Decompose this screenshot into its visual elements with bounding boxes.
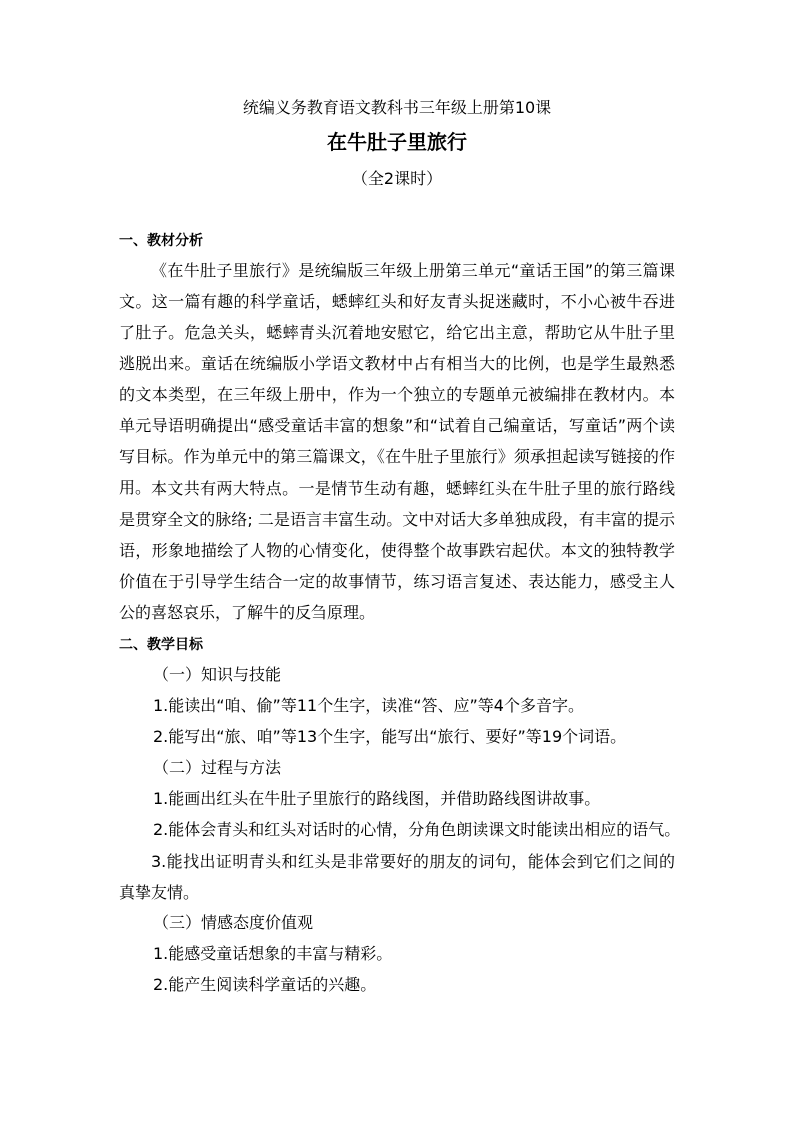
objective-item: 3.能找出证明青头和红头是非常要好的朋友的词句，能体会到它们之间的真挚友情。	[119, 852, 675, 902]
subheading-knowledge-skills: （一）知识与技能	[153, 665, 282, 684]
objective-item: 1.能画出红头在牛肚子里旅行的路线图，并借助路线图讲故事。	[153, 789, 601, 808]
objective-item: 2.能写出“旅、咱”等13个生字，能写出“旅行、要好”等19个词语。	[153, 727, 627, 746]
document-subtitle: （全2课时）	[351, 169, 443, 188]
objective-item: 2.能体会青头和红头对话时的心情，分角色朗读课文时能读出相应的语气。	[153, 820, 681, 839]
objective-item: 1.能感受童话想象的丰富与精彩。	[153, 944, 393, 963]
document-title: 在牛肚子里旅行	[327, 130, 467, 154]
section-heading-analysis: 一、教材分析	[119, 233, 203, 249]
section-heading-objectives: 二、教学目标	[119, 637, 203, 653]
subheading-process-methods: （二）过程与方法	[153, 758, 282, 777]
lesson-header: 统编义务教育语文教科书三年级上册第10课	[242, 98, 552, 117]
objective-item: 2.能产生阅读科学童话的兴趣。	[153, 975, 377, 994]
analysis-paragraph-1: 《在牛肚子里旅行》是统编版三年级上册第三单元“童话王国”的第三篇课文。这一篇有趣的科学童话，蟋蟀红头和好友青头捉迷藏时，不小心被牛吞进了肚子。危急关头，蟋蟀青头沉着地安慰它，给它出主意，帮助它从牛肚子里逃脱出来。童话在统编版小学语文教材中占有相当大的比例，也是学生最熟悉的文本类型，在三年级上册中，作为一个独立的专题单元被编排在教材内。本单元导语明确提出“感受童话丰富的想象”和“试着自己编童话，写童话”两个读写目标。作为单元中的第三篇课文，《在牛肚子里旅行》须承担起读写链接的作用。	[119, 261, 675, 497]
objective-item: 1.能读出“咱、偷”等11个生字，读准“答、应”等4个多音字。	[153, 696, 584, 715]
subheading-emotion-values: （三）情感态度价值观	[153, 913, 314, 932]
analysis-paragraph-2: 本文共有两大特点。一是情节生动有趣，蟋蟀红头在牛肚子里的旅行路线是贯穿全文的脉络; 二是语言丰富生动。文中对话大多单独成段，有丰富的提示语，形象地描绘了人物的心情变化，使得整个故事跌宕起伏。本文的独特教学价值在于引导学生结合一定的故事情节，练习语言复述、表达能力，感受主人公的喜怒哀乐，了解牛的反刍原理。	[119, 479, 675, 622]
